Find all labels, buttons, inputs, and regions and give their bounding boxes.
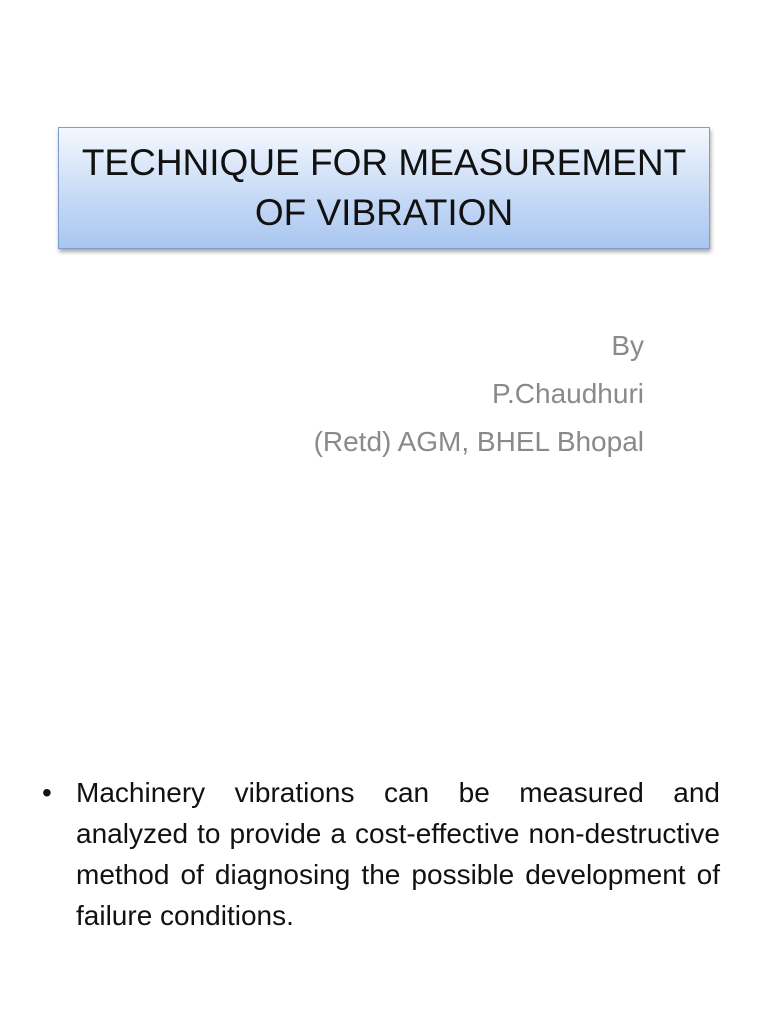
slide-title-line-2: OF VIBRATION <box>254 192 514 233</box>
byline-affiliation: (Retd) AGM, BHEL Bhopal <box>313 426 644 457</box>
byline-by: By <box>611 330 644 361</box>
byline <box>314 322 644 466</box>
slide-title-line-1: TECHNIQUE FOR MEASUREMENT <box>81 142 687 183</box>
byline-author: P.Chaudhuri <box>491 378 644 409</box>
bullet-item <box>42 772 720 936</box>
slide-title-box <box>58 127 710 249</box>
bullet-text: Machinery vibrations can be measured and analyzed to provide a cost-effective non-destructive method of diagnosing the possible development of failure conditions. <box>76 777 720 931</box>
bullet-marker: • <box>42 777 52 808</box>
